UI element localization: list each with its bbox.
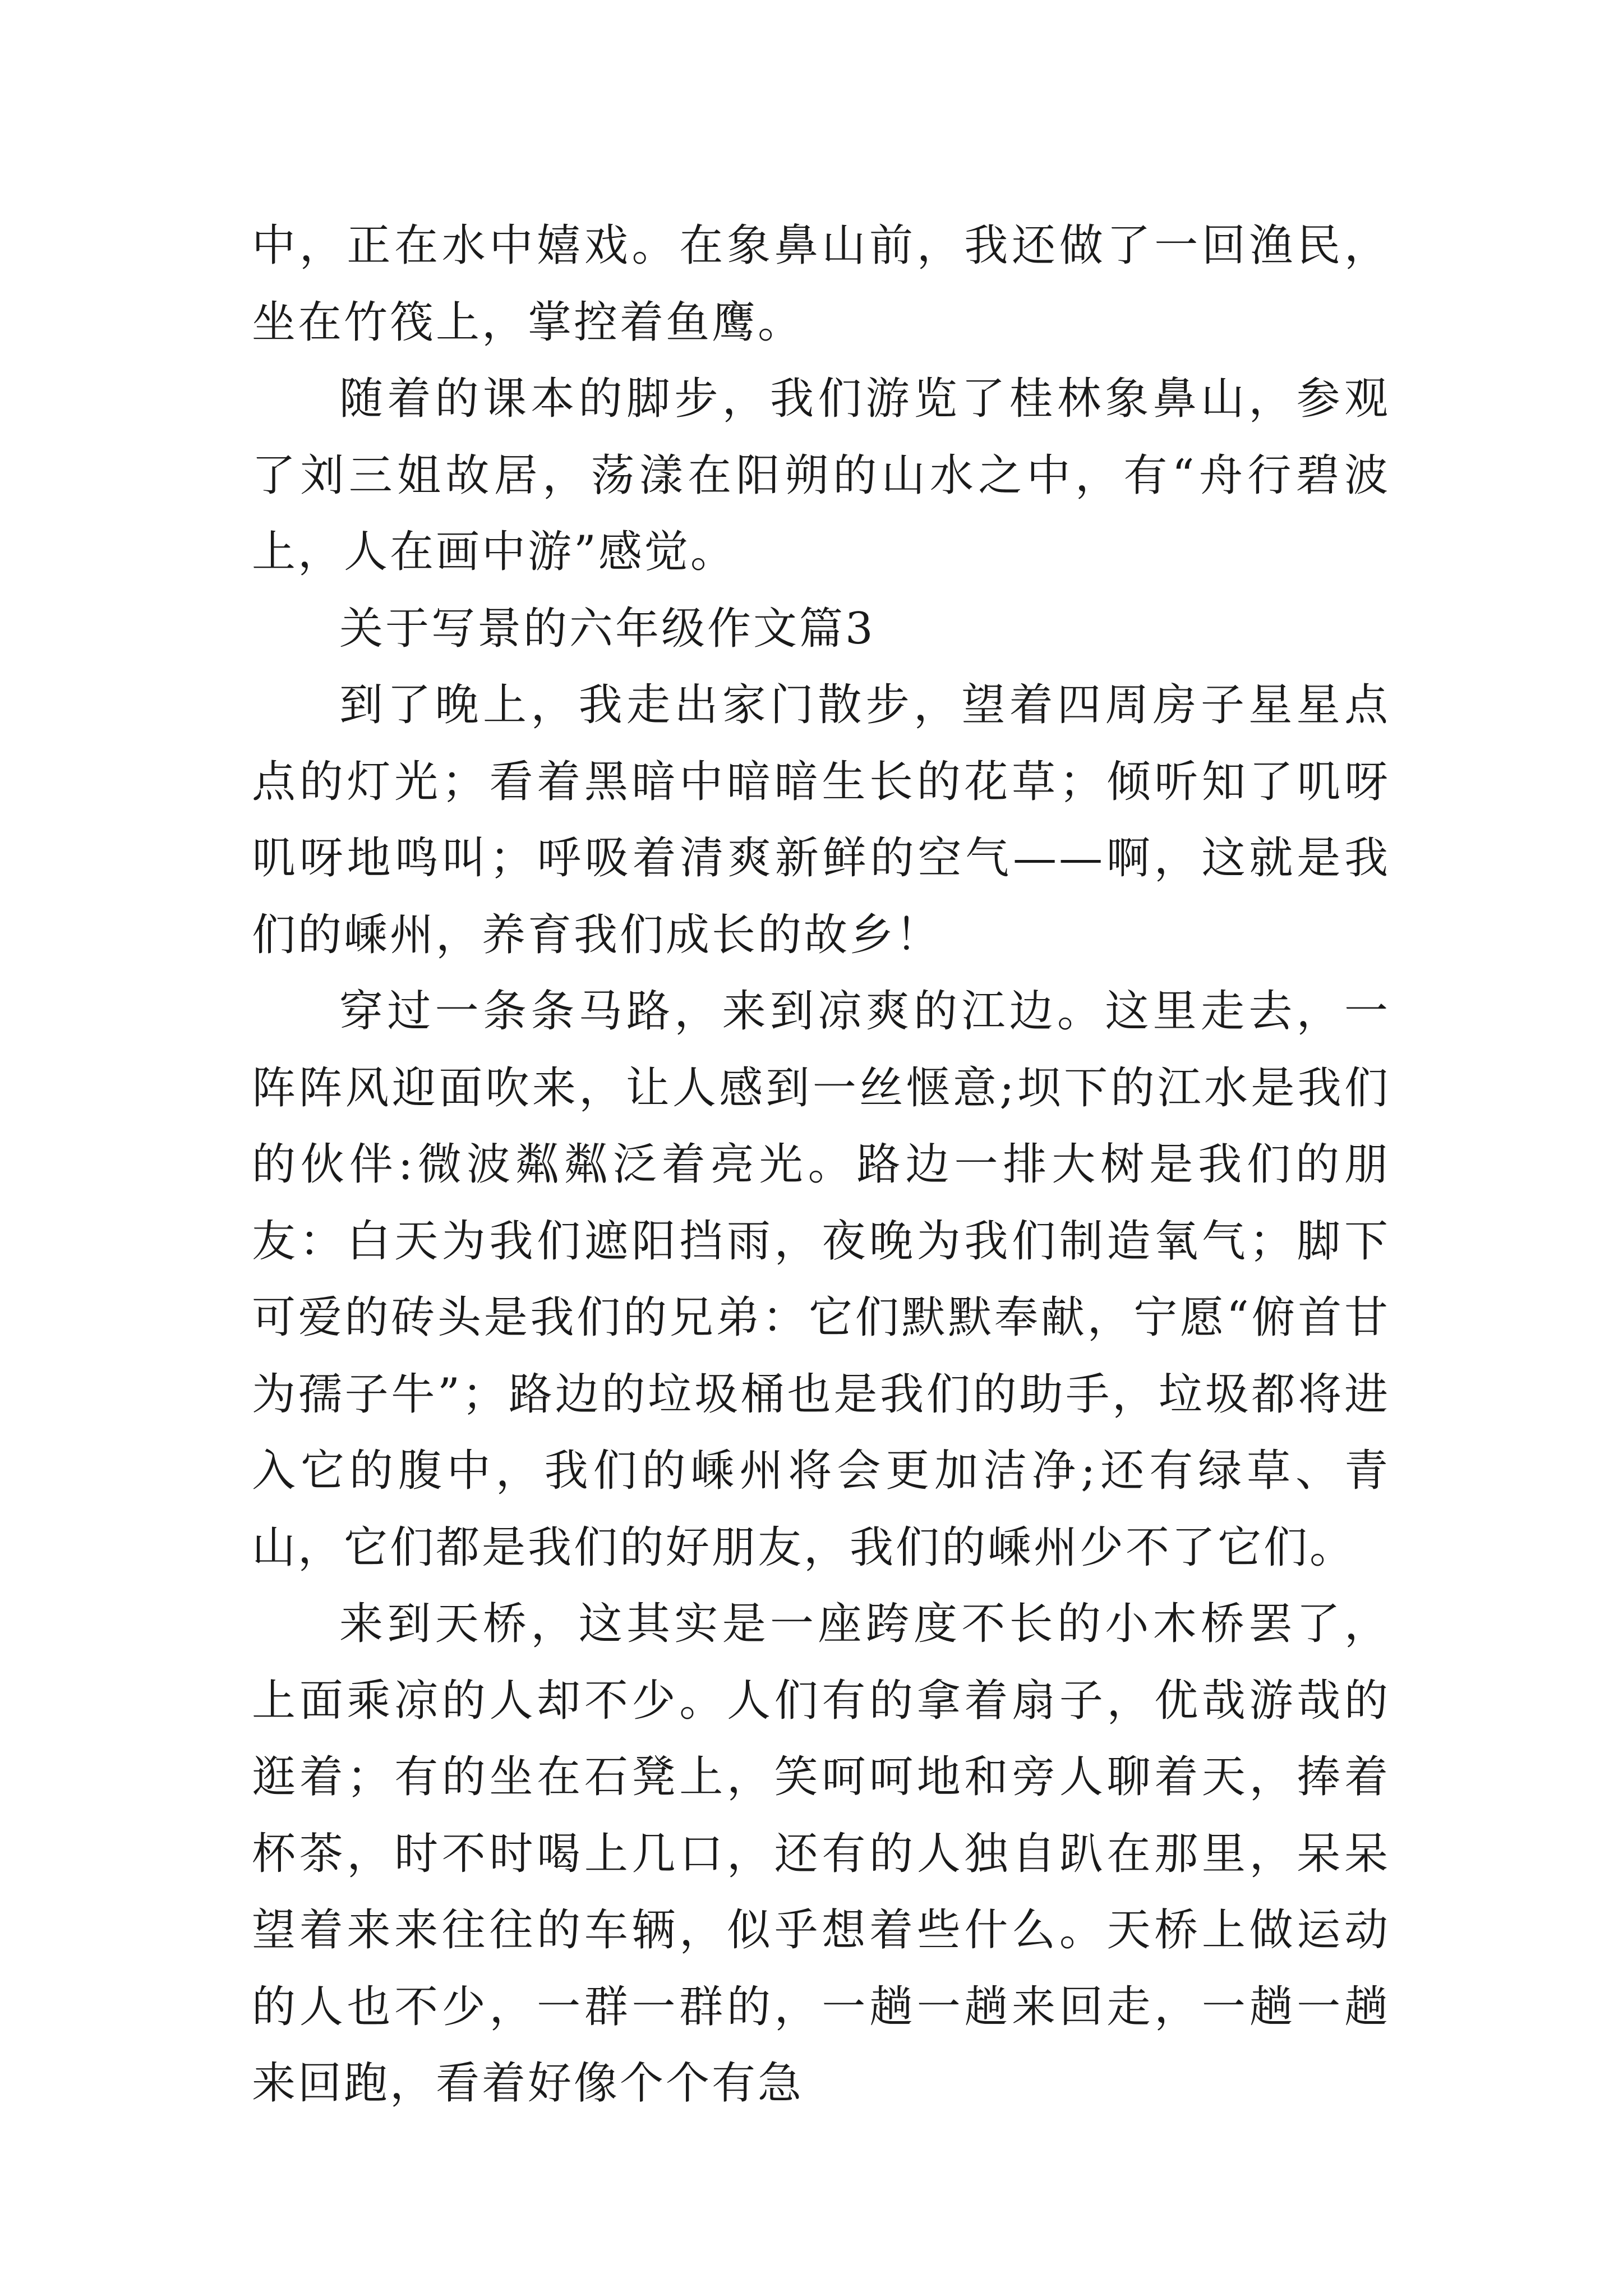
paragraph-2: 随着的课本的脚步，我们游览了桂林象鼻山，参观了刘三姐故居，荡漾在阳朔的山水之中，有“舟行碧波上，人在画中游”感觉。: [252, 374, 1390, 577]
paragraph-3: 到了晚上，我走出家门散步，望着四周房子星星点点的灯光；看着黑暗中暗暗生长的花草；倾听知了叽呀叽呀地鸣叫；呼吸着清爽新鲜的空气——啊，这就是我们的嵊州，养育我们成长的故乡！: [252, 680, 1390, 960]
paragraph-5: 来到天桥，这其实是一座跨度不长的小木桥罢了，上面乘凉的人却不少。人们有的拿着扇子，优哉游哉的逛着；有的坐在石凳上，笑呵呵地和旁人聊着天，捧着杯茶，时不时喝上几口，还有的人独自趴在那里，呆呆望着来来往往的车辆，似乎想着些什么。天桥上做运动的人也不少，一群一群的，一趟一趟来回走，一趟一趟来回跑，看着好像个个有急: [252, 1599, 1390, 2109]
paragraph-4: 穿过一条条马路，来到凉爽的江边。这里走去，一阵阵风迎面吹来，让人感到一丝惬意;坝下的江水是我们的伙伴:微波粼粼泛着亮光。路边一排大树是我们的朋友：白天为我们遮阳挡雨，夜晚为我们制造氧气；脚下可爱的砖头是我们的兄弟：它们默默奉献，宁愿“俯首甘为孺子牛”；路边的垃圾桶也是我们的助手，垃圾都将进入它的腹中，我们的嵊州将会更加洁净;还有绿草、青山，它们都是我们的好朋友，我们的嵊州少不了它们。: [252, 986, 1390, 1573]
document-body: [252, 208, 1390, 2122]
paragraph-1: 中，正在水中嬉戏。在象鼻山前，我还做了一回渔民，坐在竹筏上，掌控着鱼鹰。: [252, 220, 1390, 348]
section-heading: 关于写景的六年级作文篇3: [339, 603, 875, 654]
